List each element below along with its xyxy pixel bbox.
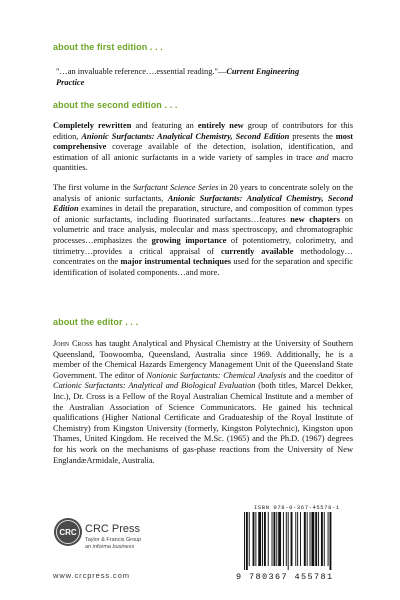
first-edition-heading: about the first edition . . . [53, 42, 163, 52]
p1-bold-3: entirely new [197, 121, 244, 130]
p2-title: Anionic Surfactants: Analytical Chemistry, Second Edition [53, 193, 353, 214]
p1-bold-1: Completely rewritten [53, 121, 132, 130]
editor-text-5: (both titles, Marcel Dekker, Inc.), Dr. Cross is a Fellow of the Royal Australian Chemical Institute and a member of the Australian Association of Science Communicators. He gained his technical qualifications (Higher National Certificate and Graduateship of the Royal Institute of Chemistry) from Kingston University (formerly, Kingston Polytechnic), Kingston upon Thames, United Kingdom. He received the M.Sc. (1965) and the Ph.D. (1967) degrees for his work on the mechanisms of gas-phase reactions from the University of New EnglandæArmidale, Australia. [53, 381, 353, 465]
barcode-bar [291, 512, 293, 566]
quote-source-line2: Practice [56, 77, 85, 87]
barcode-bar [300, 512, 301, 566]
publisher-group: Taylor & Francis Group [85, 537, 142, 543]
barcode-bar [264, 512, 266, 566]
barcode-bar [286, 512, 287, 566]
editor-text-3: and the coeditor of [286, 370, 353, 380]
barcode-bar [318, 512, 319, 566]
p2-text-3: in 20 years to concentrate solely on the analysis of anionic surfactants, [53, 183, 353, 203]
p2-text-7: on volumetric and trace analysis, molecular and mass spectroscopy, and chromatographic processes…emphasizes the [53, 214, 353, 245]
p1-text-6: presents the [289, 131, 336, 141]
publisher-name: CRC Press [85, 523, 141, 535]
crc-logo-text: CRC [59, 528, 77, 537]
barcode-bar [307, 512, 308, 566]
editor-name: John Cross [53, 339, 93, 348]
barcode-bar [272, 512, 273, 566]
editor-text-1: has taught Analytical and Physical Chemistry at the University of Southern Queensland, Toowoomba, Queensland, Australia since 1969. Additionally, he is a member of the Chemical Hazards Emergency Management Unit of the Queensland State Government. The editor of [53, 339, 354, 380]
p2-series: Surfactant Science Series [132, 183, 219, 192]
second-edition-heading: about the second edition . . . [53, 100, 178, 110]
p2-bold-10: currently available [220, 246, 294, 256]
p2-bold-6: new chapters [290, 214, 340, 224]
barcode-bar [268, 512, 269, 566]
barcode-bar [246, 512, 248, 570]
barcode-bar [255, 512, 256, 566]
barcode-bar [304, 512, 306, 566]
barcode-bar [288, 512, 289, 570]
quote-source-line1: Current Engineering [226, 67, 300, 76]
barcode-icon [240, 512, 358, 570]
crc-logo-icon [53, 517, 83, 547]
p1-title: Anionic Surfactants: Analytical Chemistry, Second Edition [81, 131, 290, 141]
p1-text-2: and featuring an [131, 121, 198, 130]
quote-text: "…an invaluable reference….essential reading."— [56, 67, 227, 76]
p2-text-11: methodology…concentrates on the [53, 246, 353, 267]
barcode-bar [328, 512, 329, 566]
p2-text-9: of potentiometry, colorimetry, and titrimetry…provides a critical appraisal of [53, 235, 353, 256]
p1-text-8: coverage available of the detection, isolation, identification, and estimation of all anionic surfactants in a wide variety of samples in trace [53, 142, 353, 162]
barcode-bar [330, 512, 332, 570]
barcode-bar [315, 512, 317, 566]
barcode-bar [258, 512, 261, 566]
barcode-bar [311, 512, 314, 566]
barcode-bar [249, 512, 250, 566]
barcode-bar [276, 512, 277, 566]
barcode-bar [273, 512, 275, 566]
isbn-barcode [236, 504, 361, 584]
second-edition-paragraph-2 [53, 183, 353, 278]
p2-bold-12: major instrumental techniques [120, 257, 232, 267]
barcode-bar [253, 512, 255, 566]
p2-text-1: The first volume in the [53, 183, 133, 192]
second-edition-paragraph-1 [53, 121, 353, 174]
publisher-url: www.crcpress.com [53, 571, 130, 580]
isbn-number: ISBN 978-0-367-45578-1 [254, 504, 340, 511]
barcode-bar [321, 512, 323, 566]
barcode-bar [310, 512, 311, 566]
barcode-bar [283, 512, 284, 566]
editor-paragraph [53, 339, 353, 466]
p2-bold-8: growing importance [151, 235, 227, 245]
editor-book-1: Nonionic Surfactants: Chemical Analysis [146, 370, 287, 380]
barcode-bar [244, 512, 245, 570]
barcode-bar [262, 512, 263, 566]
p1-bold-7: most comprehensive [53, 131, 353, 152]
barcode-bar [297, 512, 298, 566]
barcode-bar [295, 512, 296, 566]
p2-text-13: used for the separation and specific identification of isolated components…and more. [53, 257, 353, 277]
editor-heading: about the editor . . . [53, 317, 139, 327]
barcode-bar [278, 512, 281, 566]
p1-italic-9: and [316, 152, 329, 162]
publisher-logo [53, 517, 203, 569]
barcode-digits: 9 780367 455781 [236, 572, 334, 582]
p1-text-4: group of contributors for this edition, [53, 121, 353, 141]
first-edition-quote [56, 67, 336, 88]
publisher-informa: an informa business [85, 544, 135, 550]
p1-text-10: macro quantities. [53, 152, 353, 173]
barcode-bar [324, 512, 325, 566]
p2-text-5: examines in detail the preparation, structure, and composition of common types of anionic surfactants, including fluorinated surfactants…features [53, 204, 353, 224]
editor-book-2: Cationic Surfactants: Analytical and Biological Evaluation [53, 381, 256, 391]
